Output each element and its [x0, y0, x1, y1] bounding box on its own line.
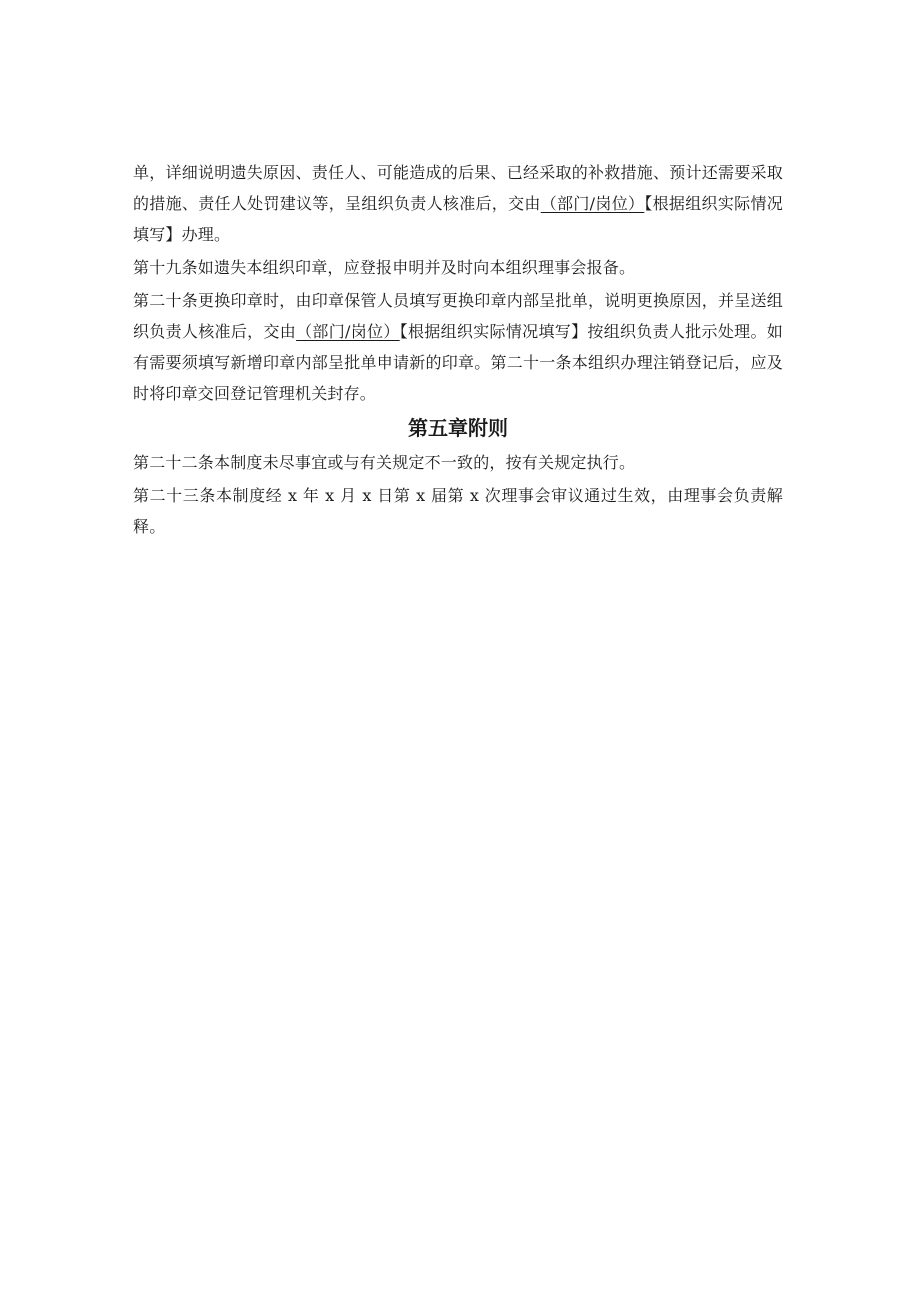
text-segment: 第二十条更换印章时，由印章保管人员填写更换印章内部呈批单，说明更换原因，并呈送组织负责人核准后，交由: [133, 291, 783, 341]
document-body: [133, 157, 783, 544]
text-segment: 第二十三条本制度经 x 年 x 月 x 日第 x 届第 x 次理事会审议通过生效，由理事会负责解释。: [133, 486, 783, 536]
paragraph-article-19: [133, 252, 783, 283]
underlined-placeholder: （部门/岗位）: [296, 322, 400, 341]
chapter-title: 第五章附则: [408, 416, 508, 440]
paragraph-article-20-21: [133, 285, 783, 409]
text-segment: 【根据组织实际情况填写】按组织负责人批示处理。如有需要须填写新增印章内部呈批单申请新的印章。第二十一条本组织办理注销登记后，应及时将印章交回登记管理机关封存。: [133, 322, 783, 403]
paragraph-article-23: [133, 480, 783, 542]
paragraph-article-22: [133, 447, 783, 478]
text-segment: 第十九条如遗失本组织印章，应登报申明并及时向本组织理事会报备。: [133, 258, 636, 277]
text-segment: 单，详细说明遗失原因、责任人、可能造成的后果、已经采取的补救措施、预计还需要采取的措施、责任人处罚建议等，呈组织负责人核准后，交由: [133, 163, 783, 213]
paragraph-article-18-continued: [133, 157, 783, 250]
underlined-placeholder: （部门/岗位）: [540, 194, 645, 213]
text-segment: 第二十二条本制度未尽事宜或与有关规定不一致的，按有关规定执行。: [133, 453, 636, 472]
text-segment: 【根据组织实际情况填写】办理。: [133, 194, 783, 244]
